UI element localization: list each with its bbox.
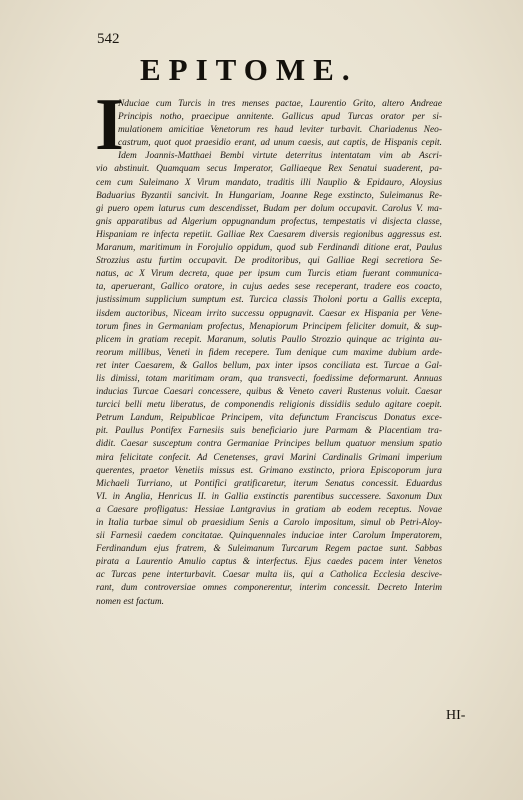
body-line: ta, aperuerant, Gallico oratore, in cujus aedes sese receperant, tradere eos coacto, bbox=[96, 282, 442, 293]
body-line: plicem in gratiam recepit. Maranum, solutis Paullo Strozzio quinque ac triginta au- bbox=[96, 334, 442, 345]
body-line: mulationem amicitiae Venetorum res haud leviter turbavit. Chariadenus Neo- bbox=[118, 125, 442, 136]
body-line: cem cum Suleimano X Virum mandato, traditis illi Nauplio & Epidauro, Aloysius bbox=[96, 177, 442, 188]
body-line: querentes, praetor Venetiis missus est. Grimano exstincto, priora Episcoporum jura bbox=[96, 465, 442, 476]
body-line: gi puero opem laturus cum descendisset, Budam per dolum occupavit. Carolus V. ma- bbox=[96, 203, 442, 214]
body-line: ret inter Caesarem, & Gallos bellum, pax inter ipsos conciliata est. Turcae a Gal- bbox=[96, 360, 442, 371]
body-line: inducias Turcae Caesari concessere, quibus & Veneto caveri Rustenus voluit. Caesar bbox=[96, 387, 442, 398]
body-line: reorum millibus, Veneti in fidem recepere. Tum denique cum maxime dubium arde- bbox=[96, 347, 442, 358]
body-line: sii Farnesii caedem concitatae. Quinquennales induciae inter Carolum Imperatorem, bbox=[96, 531, 442, 542]
body-line: rant, dum controversiae omnes componerentur, interim concessit. Decreto Interim bbox=[96, 583, 442, 594]
body-line: justissimum supplicium sumptum est. Turcica classis Tholoni portu a Gallis excepta, bbox=[96, 295, 442, 306]
body-line: ac Turcas pene interturbavit. Caesar multa iis, qui a Catholica Ecclesia descive- bbox=[96, 570, 442, 581]
body-line: Principis notho, praecipue annitente. Gallicus apud Turcas orator per si- bbox=[118, 112, 442, 123]
body-line: vio abstinuit. Quamquam secus Imperator, Galliaeque Rex Senatui suaderent, pa- bbox=[96, 164, 442, 175]
body-line: Ferdinandum ejus fratrem, & Suleimanum Turcarum Regem pactae sunt. Sabbas bbox=[96, 544, 442, 555]
body-line: in Italia turbae simul ob praesidium Senis a Carolo impositum, simul ob Petri-Aloy- bbox=[96, 518, 442, 528]
body-line: pirata a Laurentio Amulio captus & interfectus. Ejus caedes pacem inter Venetos bbox=[96, 557, 442, 568]
body-line: Baduarius Byzantii sancivit. In Hungariam, Joanne Rege exstincto, Suleimanus Re- bbox=[96, 190, 442, 201]
body-line: pit. Paullus Pontifex Farnesiis suis beneficiario jure Parmam & Placentiam tra- bbox=[96, 426, 442, 437]
drop-cap: I bbox=[95, 84, 124, 166]
body-line: VI. in Anglia, Henricus II. in Gallia exstinctis parentibus successere. Saxonum Dux bbox=[96, 491, 442, 502]
body-line: Petrum Landum, Reipublicae Principem, vita defunctum Franciscus Donatus exce- bbox=[96, 413, 442, 424]
page-title: EPITOME. bbox=[140, 52, 358, 87]
body-line: lis dimissi, totam maritimam oram, qua transvecti, foedissime deformarunt. Annuas bbox=[96, 373, 442, 384]
body-line: Idem Joannis-Matthaei Bembi virtute deterritus intentatam vim ab Ascri- bbox=[118, 151, 442, 162]
body-line: nomen est factum. bbox=[96, 596, 164, 607]
body-text bbox=[96, 98, 442, 609]
body-line: torum fines in Germaniam profectus, Menapiorum Principem feliciter domuit, & sup- bbox=[96, 321, 442, 332]
body-line: Maranum, maritimum in Forojulio oppidum, quod sub Ferdinandi ditione erat, Paulus bbox=[96, 243, 442, 254]
page-number: 542 bbox=[97, 31, 120, 47]
body-line: Michaeli Turriano, ut Pontifici gratificaretur, iterum Senatus concessit. Eduardus bbox=[96, 478, 442, 489]
body-line: gnis apparatibus ad Algerium oppugnandum profectus, tempestatis vi disjecta classe, bbox=[96, 216, 442, 227]
body-line: a Caesare profligatus: Hessiae Lantgravius in gratiam ab eodem receptus. Novae bbox=[96, 504, 442, 515]
body-line: didit. Caesar susceptum contra Germaniae Principes bellum quatuor mensium spatio bbox=[96, 439, 442, 450]
body-line: Hispaniam re infecta repetiit. Galliae Rex Caesarem diversis regionibus aggressus est. bbox=[96, 229, 442, 240]
body-line: iisdem auctoribus, Niceam irrito successu oppugnavit. Caesar ex Hispania per Vene- bbox=[96, 308, 442, 319]
catchword: HI- bbox=[446, 708, 466, 723]
body-line: Nduciae cum Turcis in tres menses pactae, Laurentio Grito, altero Andreae bbox=[118, 99, 442, 109]
body-line: natus, ac X Virum decreta, quae per ipsum cum Turcis etiam fuerant communica- bbox=[96, 269, 442, 280]
body-line: mira felicitate confecit. Ad Cenetenses, gravi Marini Cardinalis Grimani imperium bbox=[96, 452, 442, 463]
body-line: turcici belli metu liberatus, de componendis religionis dissidiis sedulo agitare coepit. bbox=[96, 400, 442, 411]
body-line: Strozzius astu furtim occupavit. De proditoribus, qui Galliae Regi secretiora Se- bbox=[96, 256, 442, 267]
body-line: castrum, quot quot praesidio erant, ad unum caesis, aut captis, de Hispanis cepit. bbox=[118, 138, 442, 149]
